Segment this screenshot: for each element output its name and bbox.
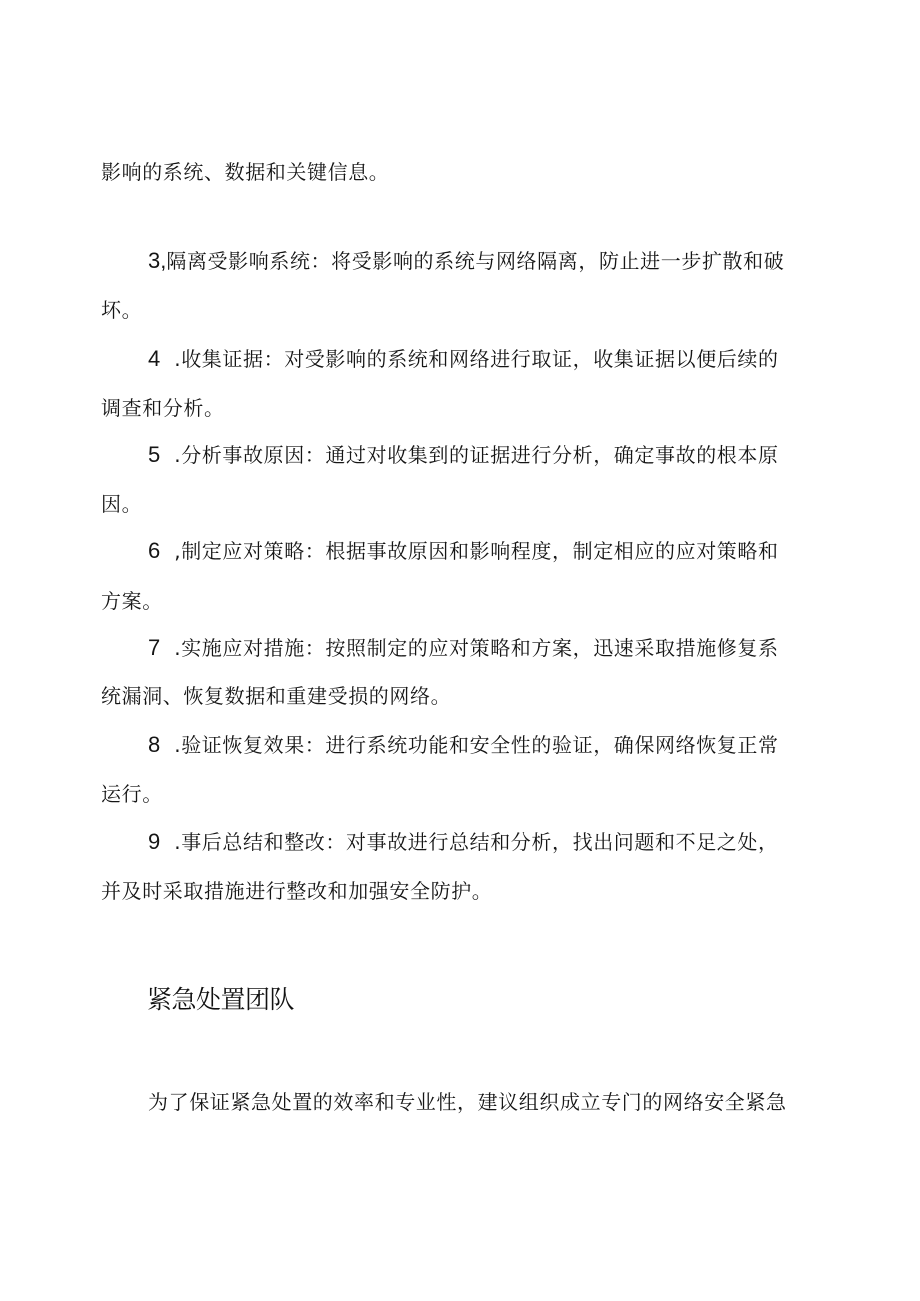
list-item-number: 4 [148, 346, 161, 371]
list-item-number: 9 [148, 829, 161, 854]
list-item-4 [148, 345, 779, 373]
list-item-7-continuation: 统漏洞、恢复数据和重建受损的网络。 [101, 684, 452, 708]
list-item-4-continuation: 调查和分析。 [101, 396, 225, 420]
list-item-8 [148, 731, 779, 759]
list-item-5-continuation: 因。 [101, 492, 143, 516]
list-item-3 [148, 247, 784, 275]
list-item-number: 5 [148, 442, 161, 467]
list-item-text: .验证恢复效果：进行系统功能和安全性的验证，确保网络恢复正常 [174, 733, 779, 757]
list-item-9-continuation: 并及时采取措施进行整改和加强安全防护。 [101, 879, 493, 903]
section-paragraph: 为了保证紧急处置的效率和专业性，建议组织成立专门的网络安全紧急 [148, 1090, 787, 1114]
list-item-6 [148, 537, 779, 565]
list-item-5 [148, 441, 779, 469]
list-item-3-continuation: 坏。 [101, 298, 143, 322]
list-item-6-continuation: 方案。 [101, 589, 163, 613]
list-item-number: 8 [148, 732, 161, 757]
list-item-number: 6 [148, 538, 161, 563]
list-item-8-continuation: 运行。 [101, 782, 163, 806]
list-item-9 [148, 828, 779, 856]
list-item-text: .实施应对措施：按照制定的应对策略和方案，迅速采取措施修复系 [174, 636, 779, 660]
section-heading: 紧急处置团队 [147, 985, 295, 1014]
list-item-text: .分析事故原因：通过对收集到的证据进行分析，确定事故的根本原 [174, 443, 779, 467]
list-item-text: 隔离受影响系统：将受影响的系统与网络隔离，防止进一步扩散和破 [166, 249, 785, 273]
continuation-line: 影响的系统、数据和关键信息。 [101, 160, 390, 184]
list-item-text: ,制定应对策略：根据事故原因和影响程度，制定相应的应对策略和 [174, 539, 779, 563]
list-item-text: .收集证据：对受影响的系统和网络进行取证，收集证据以便后续的 [174, 347, 779, 371]
list-item-text: .事后总结和整改：对事故进行总结和分析，找出问题和不足之处， [174, 830, 779, 854]
list-item-number: 7 [148, 635, 161, 660]
list-item-7 [148, 634, 779, 662]
list-item-number: 3, [148, 248, 167, 273]
